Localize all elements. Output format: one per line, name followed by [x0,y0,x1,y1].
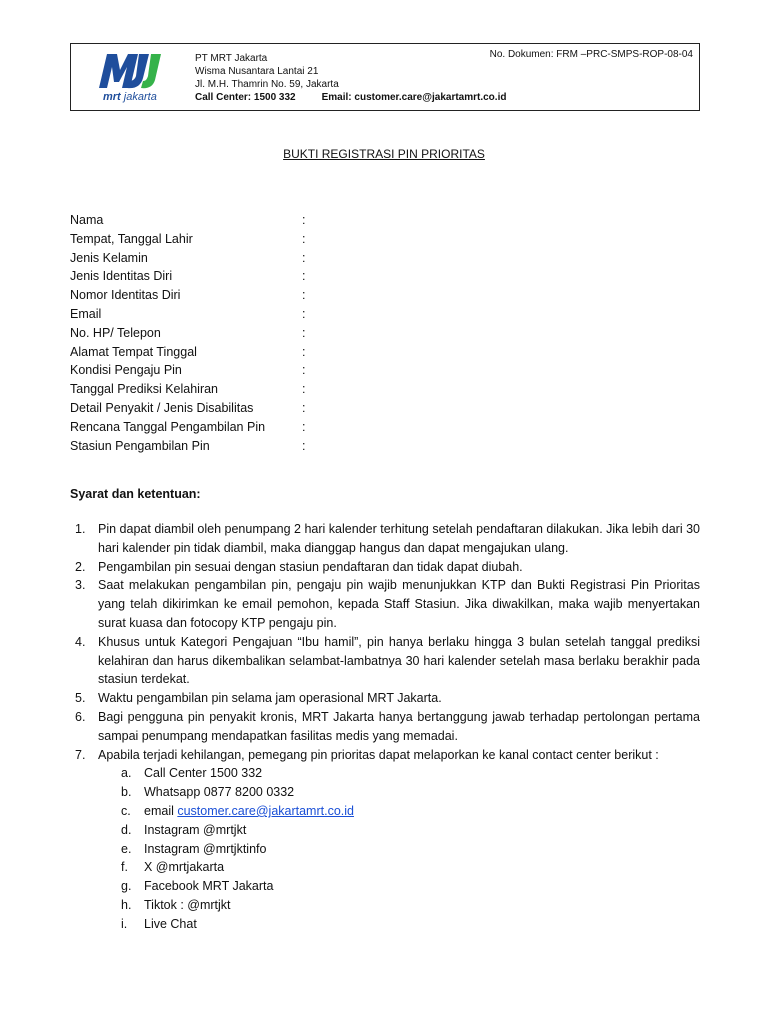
contact-item [70,915,700,934]
term-text: Khusus untuk Kategori Pengajuan “Ibu hamil”, pin hanya berlaku hingga 3 bulan setelah tanggal prediksi kelahiran dan harus dikembalikan selambat-lambatnya 30 hari kalender setelah masa berlaku berakhir pada stasiun terdekat. [98,634,700,687]
field-colon: : [302,438,306,453]
mrt-jakarta-logo [95,50,171,106]
field-colon: : [302,306,306,321]
field-colon: : [302,419,306,434]
contact-letter: c. [121,803,131,818]
term-number: 3. [75,578,86,593]
field-colon: : [302,250,306,265]
company-email: Email: customer.care@jakartamrt.co.id [321,92,507,103]
contact-text: Tiktok : @mrtjkt [144,897,231,912]
document-number: No. Dokumen: FRM –PRC-SMPS-ROP-08-04 [489,49,693,60]
field-label: Tempat, Tanggal Lahir [70,231,193,246]
term-text: Saat melakukan pengambilan pin, pengaju pin wajib menunjukkan KTP dan Bukti Registrasi Pin Prioritas yang telah dikirimkan ke email pemohon, kepada Staff Stasiun. Jika diwakilkan, maka wajib menyertakan surat kuasa dan fotocopy KTP pengaju pin. [98,578,700,630]
field-row [70,230,390,249]
contact-item [70,821,700,840]
term-item [70,746,700,765]
field-colon: : [302,400,306,415]
logo-text-bold: mrt [103,91,121,103]
term-item [70,633,700,689]
field-label: Nomor Identitas Diri [70,288,181,303]
term-text: Pengambilan pin sesuai dengan stasiun pendaftaran dan tidak dapat diubah. [98,559,523,574]
term-item [70,708,700,746]
term-item [70,520,700,558]
contact-text: Instagram @mrtjkt [144,822,247,837]
term-item [70,558,700,577]
field-row [70,324,390,343]
field-colon: : [302,344,306,359]
contact-text: Call Center 1500 332 [144,766,263,781]
contact-item [70,783,700,802]
field-label: Alamat Tempat Tinggal [70,344,197,359]
contact-text: Instagram @mrtjktinfo [144,841,267,856]
field-row [70,437,390,456]
contact-item [70,764,700,783]
field-row [70,343,390,362]
field-colon: : [302,231,306,246]
contact-item [70,858,700,877]
contact-item [70,877,700,896]
field-label: Nama [70,213,104,227]
term-text: Pin dapat diambil oleh penumpang 2 hari kalender terhitung setelah pendaftaran dilakukan. Jika lebih dari 30 hari kalender pin tidak diambil, maka dianggap hangus dan dapat mengajukan ulang. [98,522,700,555]
term-number: 4. [75,634,86,649]
terms-list [70,520,700,934]
field-row [70,361,390,380]
field-row [70,418,390,437]
field-colon: : [302,382,306,397]
field-colon: : [302,269,306,284]
field-label: Jenis Identitas Diri [70,269,173,284]
document-header [70,43,700,111]
field-row [70,211,390,230]
field-label: Stasiun Pengambilan Pin [70,438,210,453]
field-label: Kondisi Pengaju Pin [70,363,182,378]
term-number: 6. [75,709,86,724]
terms-title: Syarat dan ketentuan: [70,487,201,501]
term-number: 7. [75,747,86,762]
contact-letter: a. [121,766,132,781]
contact-letter: b. [121,785,132,800]
contact-item [70,840,700,859]
term-number: 5. [75,691,86,706]
company-address-2: Jl. M.H. Thamrin No. 59, Jakarta [195,79,339,90]
field-label: Email [70,306,102,321]
contact-text: X @mrtjakarta [144,860,225,875]
field-row [70,380,390,399]
field-row [70,399,390,418]
contact-letter: h. [121,897,132,912]
field-label: Rencana Tanggal Pengambilan Pin [70,419,266,434]
contact-letter: i. [121,916,128,931]
call-center: Call Center: 1500 332 [195,92,296,103]
contact-item [70,896,700,915]
term-item [70,576,700,632]
contact-letter: g. [121,879,132,894]
company-address-1: Wisma Nusantara Lantai 21 [195,66,319,77]
contact-text: Whatsapp 0877 8200 0332 [144,785,295,800]
contact-letter: e. [121,841,132,856]
contact-letter: d. [121,822,132,837]
term-text: Bagi pengguna pin penyakit kronis, MRT Jakarta hanya bertanggung jawab terhadap pertolongan pertama sampai penumpang mendapatkan fasilitas medis yang memadai. [98,709,700,743]
contact-letter: f. [121,860,128,875]
field-row [70,267,390,286]
company-info [195,52,506,104]
field-row [70,305,390,324]
field-label: Jenis Kelamin [70,250,148,265]
field-row [70,249,390,268]
field-label: Tanggal Prediksi Kelahiran [70,382,219,397]
company-name: PT MRT Jakarta [195,53,268,64]
field-colon: : [302,213,306,227]
contact-item [70,802,700,821]
term-item [70,689,700,708]
field-label: No. HP/ Telepon [70,325,161,340]
field-label: Detail Penyakit / Jenis Disabilitas [70,400,254,415]
contact-text: Live Chat [144,916,197,931]
logo-text: jakarta [120,91,157,103]
term-number: 1. [75,522,86,536]
term-number: 2. [75,559,86,574]
registration-fields [70,211,390,455]
field-colon: : [302,363,306,378]
field-colon: : [302,288,306,303]
field-row [70,286,390,305]
page-title: BUKTI REGISTRASI PIN PRIORITAS [283,147,485,161]
contact-prefix: email [144,803,178,818]
term-text: Waktu pengambilan pin selama jam operasional MRT Jakarta. [98,691,442,706]
term-text: Apabila terjadi kehilangan, pemegang pin prioritas dapat melaporkan ke kanal contact center berikut : [98,747,659,762]
field-colon: : [302,325,306,340]
contact-email-link[interactable]: customer.care@jakartamrt.co.id [177,803,354,818]
contact-text: Facebook MRT Jakarta [144,879,274,894]
